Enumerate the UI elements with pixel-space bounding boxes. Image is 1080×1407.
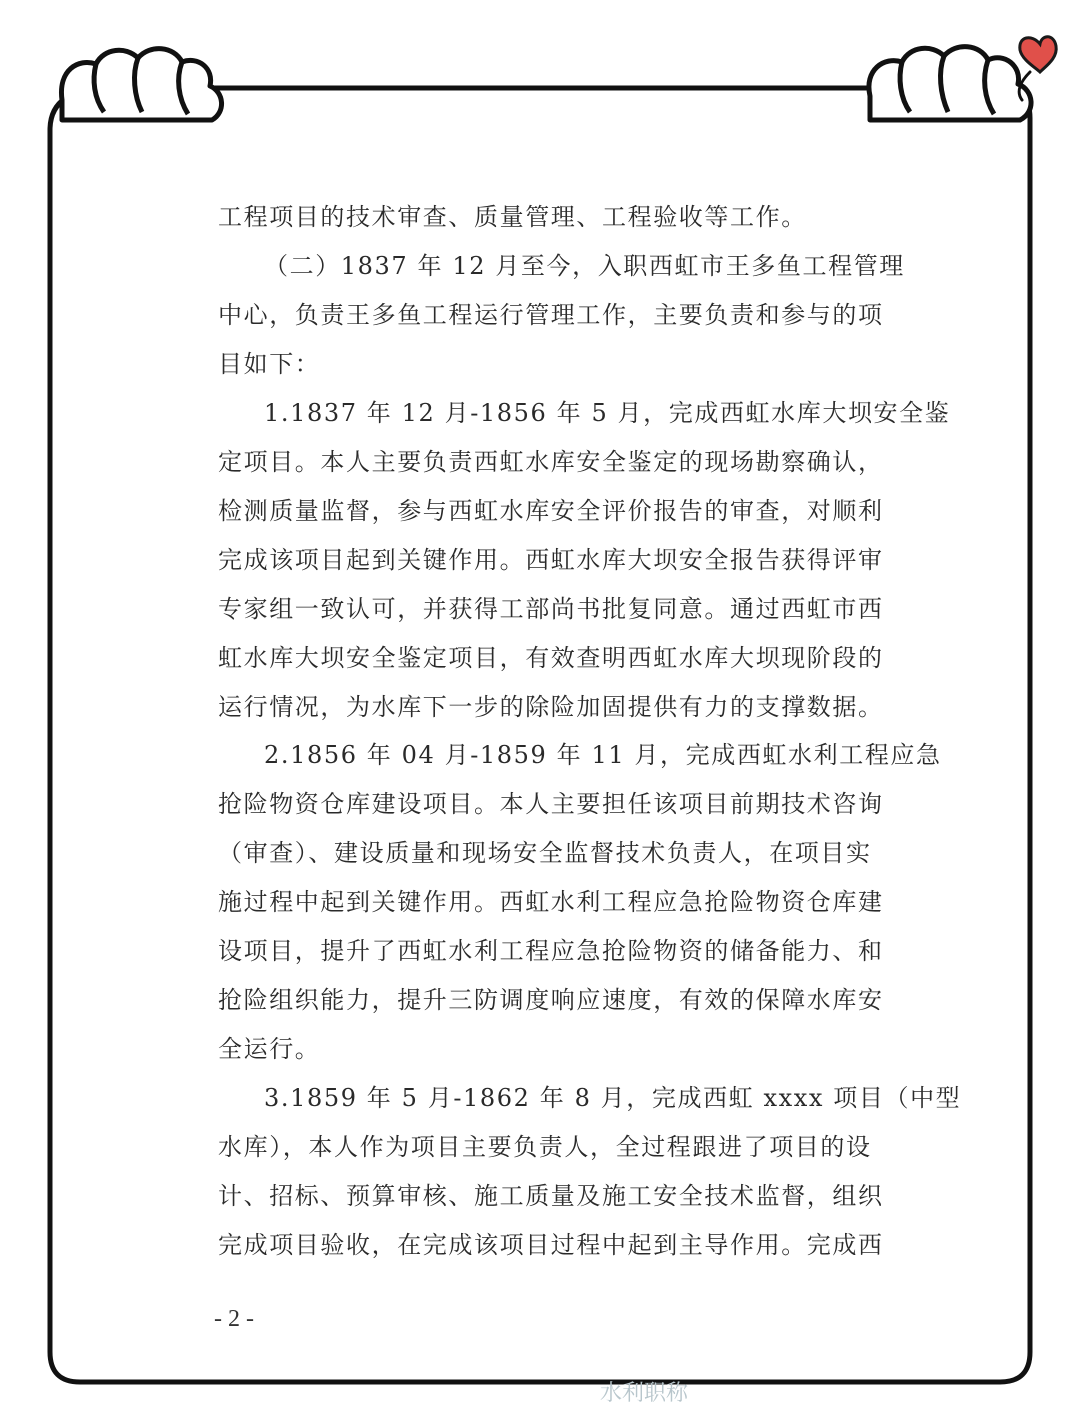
text-line: 3.1859 年 5 月-1862 年 8 月，完成西虹 xxxx 项目（中型 [264, 1084, 962, 1112]
text-line: 施过程中起到关键作用。西虹水利工程应急抢险物资仓库建 [218, 888, 884, 916]
text-line: 全运行。 [218, 1035, 321, 1063]
text-line: 检测质量监督，参与西虹水库安全评价报告的审查，对顺利 [218, 497, 884, 525]
text-line: 设项目，提升了西虹水利工程应急抢险物资的储备能力、和 [218, 937, 884, 965]
text-line: 抢险物资仓库建设项目。本人主要担任该项目前期技术咨询 [218, 790, 884, 818]
text-line: 完成项目验收，在完成该项目过程中起到主导作用。完成西 [218, 1231, 884, 1259]
watermark: 水利职称 [600, 1381, 689, 1406]
text-line: （审查）、建设质量和现场安全监督技术负责人，在项目实 [218, 839, 872, 867]
text-line: （二）1837 年 12 月至今，入职西虹市王多鱼工程管理 [264, 252, 905, 280]
text-line: 专家组一致认可，并获得工部尚书批复同意。通过西虹市西 [218, 595, 884, 623]
text-line: 定项目。本人主要负责西虹水库安全鉴定的现场勘察确认， [218, 448, 884, 476]
page-number: - 2 - [214, 1306, 254, 1332]
text-line: 计、招标、预算审核、施工质量及施工安全技术监督，组织 [218, 1182, 884, 1210]
text-line: 中心，负责王多鱼工程运行管理工作，主要负责和参与的项 [218, 301, 884, 329]
text-line: 2.1856 年 04 月-1859 年 11 月，完成西虹水利工程应急 [264, 741, 942, 769]
text-line: 抢险组织能力，提升三防调度响应速度，有效的保障水库安 [218, 986, 884, 1014]
text-line: 1.1837 年 12 月-1856 年 5 月，完成西虹水库大坝安全鉴 [264, 399, 951, 427]
text-line: 完成该项目起到关键作用。西虹水库大坝安全报告获得评审 [218, 546, 884, 574]
text-line: 水库），本人作为项目主要负责人，全过程跟进了项目的设 [218, 1133, 872, 1161]
text-line: 目如下： [218, 350, 321, 378]
text-line: 运行情况，为水库下一步的除险加固提供有力的支撑数据。 [218, 693, 884, 721]
text-line: 虹水库大坝安全鉴定项目，有效查明西虹水库大坝现阶段的 [218, 644, 884, 672]
text-line: 工程项目的技术审查、质量管理、工程验收等工作。 [218, 203, 807, 231]
